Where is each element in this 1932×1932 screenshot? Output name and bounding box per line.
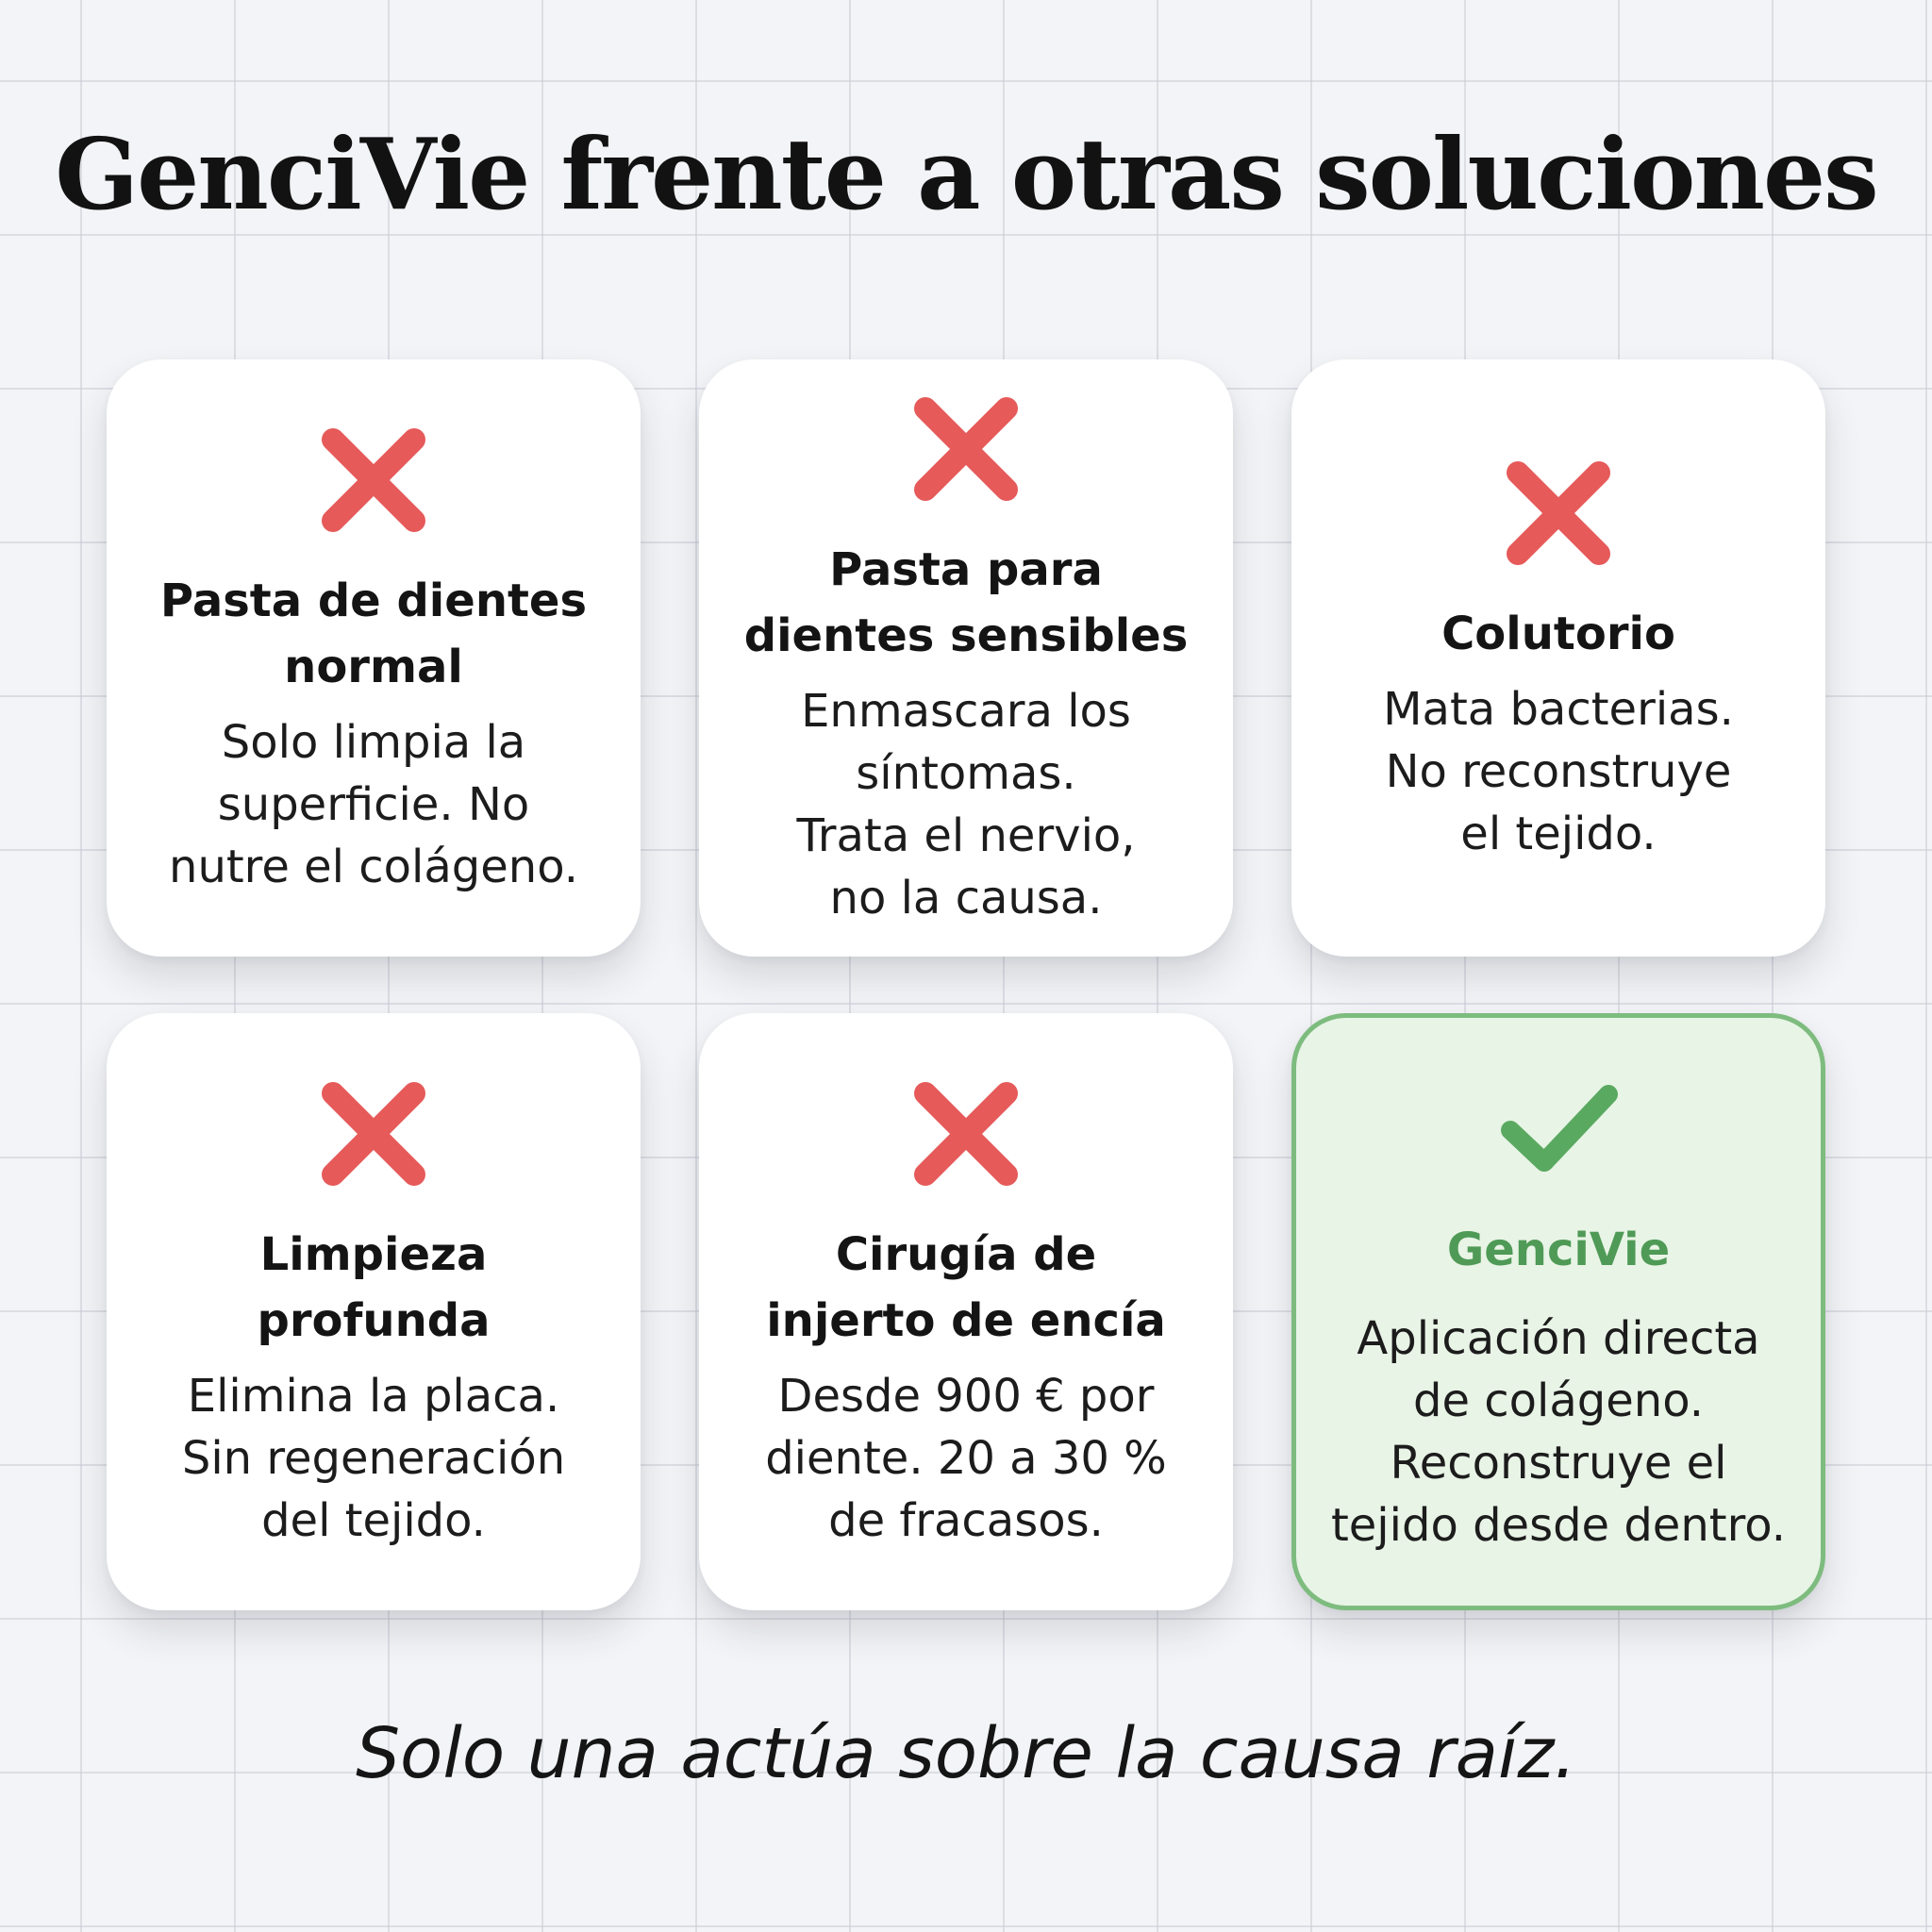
card-title: Limpieza profunda — [257, 1227, 491, 1347]
card-title: Pasta de dientes normal — [159, 574, 588, 693]
cross-icon — [312, 419, 435, 541]
check-icon — [1497, 1068, 1620, 1191]
card-title: Colutorio — [1441, 607, 1675, 660]
cross-icon — [1497, 452, 1620, 575]
card-pasta-normal — [107, 359, 641, 957]
tagline: Solo una actúa sobre la causa raíz. — [356, 1713, 1576, 1794]
card-cirugia-injerto — [699, 1013, 1233, 1610]
card-title: Pasta para dientes sensibles — [743, 542, 1189, 662]
card-pasta-sensibles — [699, 359, 1233, 957]
cross-icon — [905, 388, 1027, 510]
card-title: Cirugía de injerto de encía — [766, 1227, 1166, 1347]
card-description: Desde 900 € por diente. 20 a 30 % de fracasos. — [765, 1369, 1167, 1547]
comparison-grid — [107, 359, 1826, 1610]
card-description: Aplicación directa de colágeno. Reconstruye el tejido desde dentro. — [1330, 1311, 1787, 1552]
cross-icon — [312, 1073, 435, 1195]
card-colutorio — [1291, 359, 1825, 957]
card-title: GenciVie — [1446, 1223, 1671, 1276]
card-gencivie — [1291, 1013, 1825, 1610]
card-description: Elimina la placa. Sin regeneración del tejido. — [181, 1369, 566, 1547]
cross-icon — [905, 1073, 1027, 1195]
card-description: Enmascara los síntomas. Trata el nervio, no la causa. — [796, 684, 1136, 924]
card-limpieza-profunda — [107, 1013, 641, 1610]
card-description: Solo limpia la superficie. No nutre el colágeno. — [169, 715, 578, 893]
card-description: Mata bacterias. No reconstruye el tejido. — [1383, 682, 1734, 860]
page-title: GenciVie frente a otras soluciones — [55, 116, 1877, 232]
